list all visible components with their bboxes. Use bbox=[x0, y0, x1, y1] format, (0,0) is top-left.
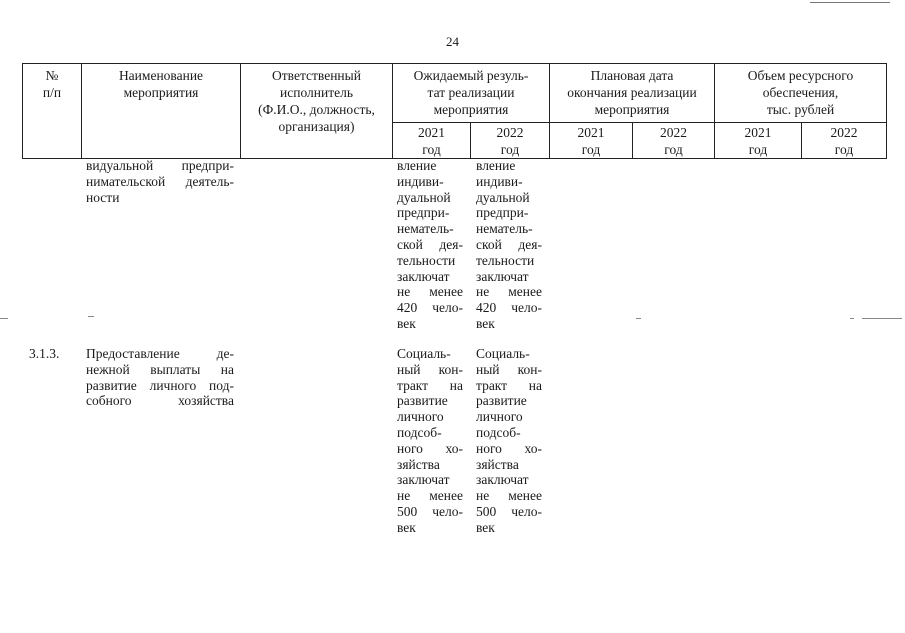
header-resources: Объем ресурсного обеспечения, тыс. рублей bbox=[714, 63, 887, 123]
header-expected-result: Ожидаемый резуль- тат реализации мероприятия bbox=[392, 63, 550, 123]
row-result-2021: Социаль- ный кон- тракт на развитие личного подсоб- ного хо- зяйства заключат не менее 500 чело- век bbox=[397, 346, 463, 535]
header-expected-2022: 2022 год bbox=[470, 122, 550, 159]
header-resources-2021: 2021 год bbox=[714, 122, 802, 159]
page-number: 24 bbox=[446, 34, 459, 49]
header-planned-2022: 2022 год bbox=[632, 122, 715, 159]
header-resources-2022: 2022 год bbox=[801, 122, 887, 159]
header-expected-2021: 2021 год bbox=[392, 122, 471, 159]
header-responsible: Ответственный исполнитель (Ф.И.О., должность, организация) bbox=[240, 63, 393, 159]
header-planned-date: Плановая дата окончания реализации мероприятия bbox=[549, 63, 715, 123]
row-result-2022: вление индиви- дуальной предпри- нематель- ской дея- тельности заключат не менее 420 чело- век bbox=[476, 158, 542, 331]
scan-mark bbox=[850, 318, 854, 319]
header-planned-2021: 2021 год bbox=[549, 122, 633, 159]
row-result-2021: вление индиви- дуальной предпри- нематель- ской дея- тельности заключат не менее 420 чело- век bbox=[397, 158, 463, 331]
row-name: видуальной предпри- нимательской деятель- ности bbox=[86, 158, 234, 205]
header-name: Наименование мероприятия bbox=[81, 63, 241, 159]
scan-mark bbox=[636, 318, 641, 319]
scan-mark bbox=[810, 2, 890, 3]
scan-mark bbox=[862, 318, 902, 319]
scan-mark bbox=[0, 318, 8, 319]
header-number: № п/п bbox=[22, 63, 82, 159]
row-name: Предоставление де- нежной выплаты на развитие личного под- собного хозяйства bbox=[86, 346, 234, 409]
scan-mark bbox=[88, 316, 94, 317]
row-number: 3.1.3. bbox=[29, 346, 60, 361]
row-result-2022: Социаль- ный кон- тракт на развитие личного подсоб- ного хо- зяйства заключат не менее 500 чело- век bbox=[476, 346, 542, 535]
